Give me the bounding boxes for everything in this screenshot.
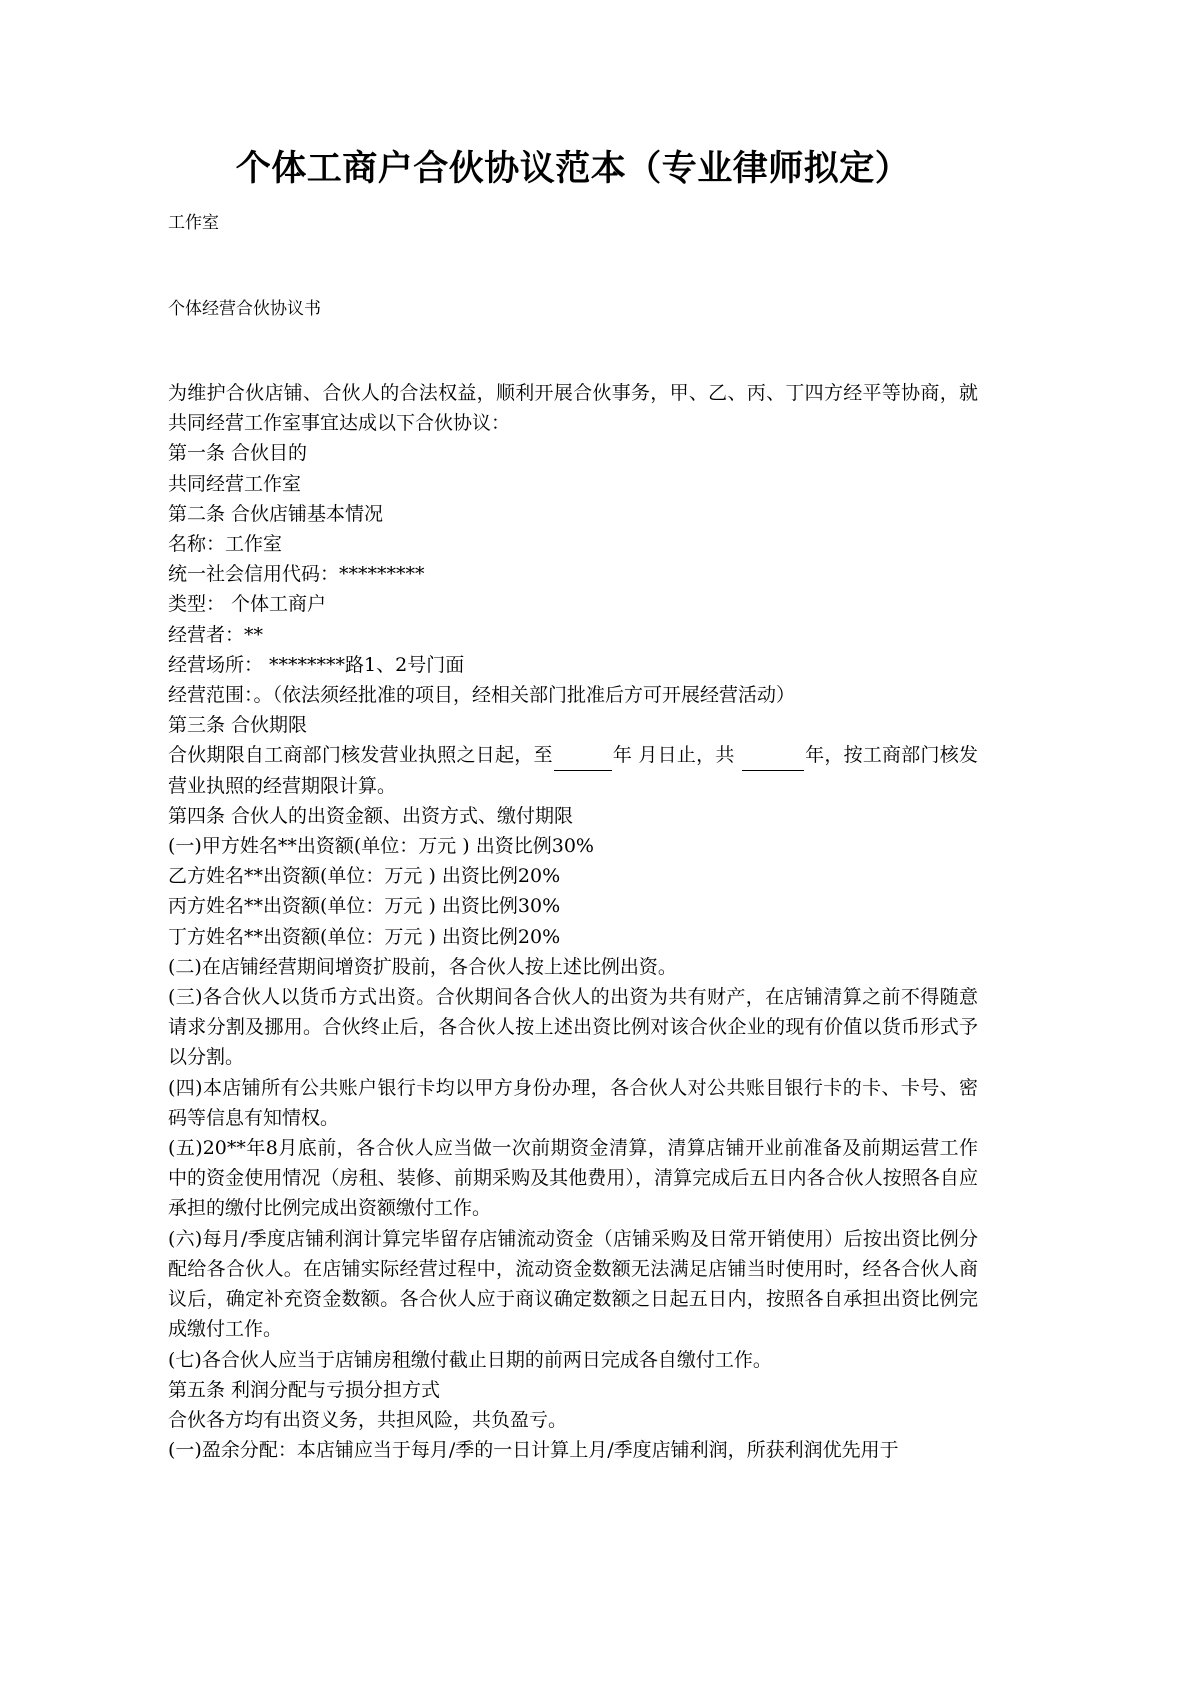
- paragraph-profit-loss-intro: 合伙各方均有出资义务，共担风险，共负盈亏。: [168, 1408, 568, 1431]
- page-title: 个体工商户合伙协议范本（专业律师拟定）: [235, 148, 911, 189]
- field-business-scope: 经营范围：。（依法须经批准的项目，经相关部门批准后方可开展经营活动）: [168, 684, 796, 707]
- term-blank-year-start[interactable]: [554, 753, 612, 771]
- heading-article-3: 第三条 合伙期限: [168, 714, 308, 737]
- field-business-type: 类型： 个体工商户: [168, 593, 327, 616]
- clause-4-3: (三)各合伙人以货币方式出资。合伙期间各合伙人的出资为共有财产，在店铺清算之前不得随意请求分割及挪用。合伙终止后，各合伙人按上述出资比例对该合伙企业的现有价值以货币形式予以分割。: [168, 986, 978, 1069]
- field-shop-name: 名称：工作室: [168, 533, 283, 556]
- contribution-party-a: (一)甲方姓名**出资额(单位：万元 ) 出资比例30%: [168, 835, 594, 858]
- paragraph-preamble: 为维护合伙店铺、合伙人的合法权益，顺利开展合伙事务，甲、乙、丙、丁四方经平等协商，就共同经营工作室事宜达成以下合伙协议：: [168, 382, 978, 435]
- contribution-party-c: 丙方姓名**出资额(单位：万元 ) 出资比例30%: [168, 895, 561, 918]
- term-text-part1: 合伙期限自工商部门核发营业执照之日起，至: [168, 744, 553, 767]
- paragraph-purpose: 共同经营工作室: [168, 472, 302, 495]
- term-text-part3: 年，按工商部门核发营业执照的经营期限计算。: [168, 744, 978, 797]
- clause-4-4: (四)本店铺所有公共账户银行卡均以甲方身份办理，各合伙人对公共账目银行卡的卡、卡号、密码等信息有知情权。: [168, 1076, 978, 1129]
- clause-4-5: (五)20**年8月底前，各合伙人应当做一次前期资金清算，清算店铺开业前准备及前期运营工作中的资金使用情况（房租、装修、前期采购及其他费用），清算完成后五日内各合伙人按照各自应承担的缴付比例完成出资额缴付工作。: [168, 1137, 978, 1220]
- paragraph-partnership-term: [168, 740, 978, 800]
- heading-article-2: 第二条 合伙店铺基本情况: [168, 502, 384, 525]
- clause-4-6: (六)每月/季度店铺利润计算完毕留存店铺流动资金（店铺采购及日常开销使用）后按出资比例分配给各合伙人。在店铺实际经营过程中，流动资金数额无法满足店铺当时使用时，经各合伙人商议后，确定补充资金数额。各合伙人应于商议确定数额之日起五日内，按照各自承担出资比例完成缴付工作。: [168, 1227, 978, 1341]
- field-operator: 经营者：**: [168, 623, 264, 646]
- contribution-party-b: 乙方姓名**出资额(单位：万元 ) 出资比例20%: [168, 865, 561, 888]
- term-blank-total-years[interactable]: [742, 753, 804, 771]
- document-subheading: 个体经营合伙协议书: [168, 299, 321, 319]
- field-credit-code: 统一社会信用代码：*********: [168, 563, 425, 586]
- clause-4-7: (七)各合伙人应当于店铺房租缴付截止日期的前两日完成各自缴付工作。: [168, 1348, 772, 1371]
- document-body: [168, 378, 978, 1465]
- heading-article-1: 第一条 合伙目的: [168, 442, 308, 465]
- clause-4-2: (二)在店铺经营期间增资扩股前，各合伙人按上述比例出资。: [168, 955, 677, 978]
- contribution-party-d: 丁方姓名**出资额(单位：万元 ) 出资比例20%: [168, 925, 561, 948]
- term-text-part2: 年 月日止，共: [612, 744, 741, 767]
- clause-5-1: (一)盈余分配：本店铺应当于每月/季的一日计算上月/季度店铺利润，所获利润优先用于: [168, 1439, 899, 1462]
- heading-article-4: 第四条 合伙人的出资金额、出资方式、缴付期限: [168, 804, 574, 827]
- document-subtitle: 工作室: [168, 213, 219, 233]
- field-business-address: 经营场所： ********路1、2号门面: [168, 653, 465, 676]
- heading-article-5: 第五条 利润分配与亏损分担方式: [168, 1378, 441, 1401]
